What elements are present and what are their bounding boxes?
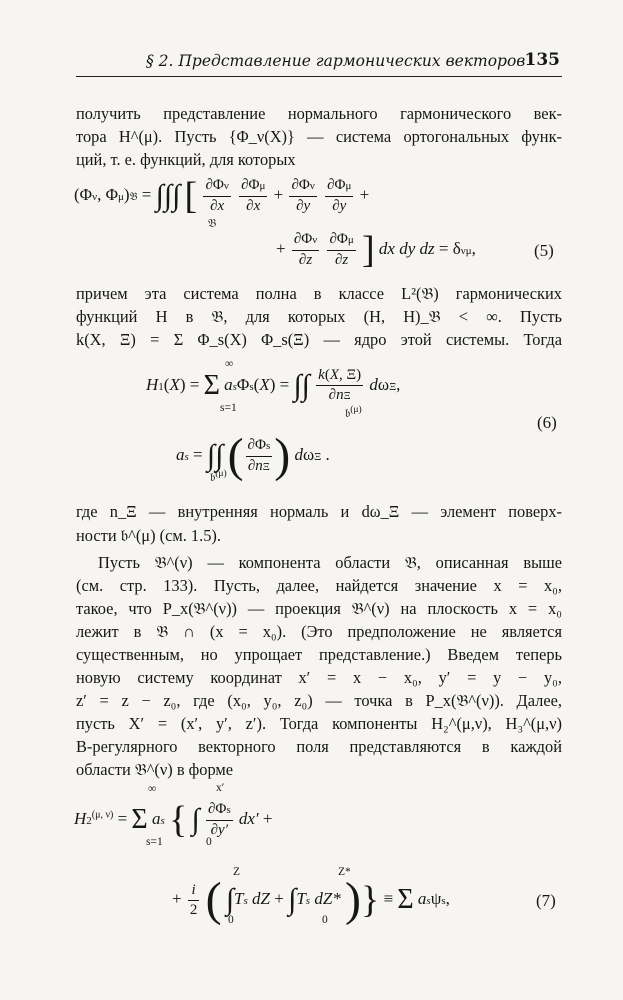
text-line: k(X, Ξ) = Σ Φ_s(X) Φ_s(Ξ) — ядро этой системы. Тогда [76,330,562,349]
equation-label: (6) [537,413,557,432]
equation-7-line-2: + $\frac{i}{2}$ ( ∫Ts dZ + ∫Ts dZ* )} ≡ Σ asψs, [172,873,450,926]
text-line: ности 𝔟^(μ) (см. 1.5). [76,526,221,545]
text-line: z′ = z − z₀, где (x₀, y₀, z₀) — точка в P_x(𝔅^(ν)). Далее, [76,691,562,710]
text-line: где n_Ξ — внутренняя нормаль и dω_Ξ — элемент поверх- [76,502,562,521]
text-line: причем эта система полна в классе L²(𝔅) гармонических [76,284,562,303]
integral-limit: x′ [216,782,225,794]
equation-7-line-1: $H2^{(\mu, \nu)} = \Sigma$ as { ∫ $\frac{\partial\Phi s}{\partial y'}$ dx′ + [74,799,273,841]
header-title: § 2. Представление гармонических векторов [146,52,526,70]
text-line: существенным, но упрощает представление.) Введем теперь [76,645,562,664]
integral-limit: Z [233,866,241,878]
integral-limit: 𝔟$^{(\mu)}$ [210,468,227,484]
text-line: (см. стр. 133). Пусть, далее, найдется значение x = x₀, [76,576,562,595]
equation-label: (5) [534,241,554,260]
integral-limit: 0 [228,914,234,926]
text-line: получить представление нормального гармонического век- [76,104,562,123]
text-line: Пусть 𝔅^(ν) — компонента области 𝔅, описанная выше [98,553,562,572]
text-line: функций H в 𝔅, для которых (H, H)_𝔅 < ∞. Пусть [76,307,562,326]
sum-limit: ∞ [148,783,157,795]
header-rule [76,76,562,77]
sum-limit: s=1 [220,402,237,414]
running-header [76,50,562,76]
text-line: лежит в 𝔅 ∩ (x = x₀). (Это предположение не является [76,622,562,641]
equation-6-line-2: as = ∫∫ ( $\frac{\partial\Phi s}{\partial n\Xi}$ ) dωΞ . [176,429,330,482]
sum-limit: ∞ [225,358,234,370]
equation-6-line-1: H1(X) = Σ asΦs(X) = ∫∫ $\frac{k(X, \Xi)}{\partial n\Xi}$ dωΞ, [146,367,401,403]
text-line: новую систему координат x′ = x − x₀, y′ = y − y₀, [76,668,562,687]
text-line: тора H^(μ). Пусть {Φ_ν(X)} — система ортогональных функ- [76,127,562,146]
text-line: такое, что P_x(𝔅^(ν)) — проекция 𝔅^(ν) на плоскость x = x₀ [76,599,562,618]
text-line: области 𝔅^(ν) в форме [76,760,234,779]
integral-limit: Z* [338,866,351,878]
equation-label: (7) [536,891,556,910]
integral-limit: 0 [322,914,328,926]
integral-limit: 0 [206,836,212,848]
sum-limit: s=1 [146,836,163,848]
equation-5-line-2: + $\frac{\partial\Phi\nu}{\partial z}$ $\frac{\partial\Phi\mu}{\partial z}$ ] dx dy dz = δνμ, [276,229,476,271]
integral-limit: 𝔅 [208,218,217,230]
text-line: B-регулярного векторного поля представляются в каждой [76,737,562,756]
text-line: пусть X′ = (x′, y′, z′). Тогда компоненты H₂^(μ,ν), H₃^(μ,ν) [76,714,562,733]
equation-5-line-1: (Φν, Φμ)𝔅 = ∫∫∫ [ $\frac{\partial\Phi\nu}{\partial x}$ $\frac{\partial\Phi\mu}{\partial x}$ + $\frac{\partial\Phi\nu}{\partial y}$ $\frac{\partial\Phi\mu}{\partial y}$ + [74,175,370,217]
text-line: ций, т. е. функций, для которых [76,150,296,169]
integral-limit: 𝔟$^{(\mu)}$ [345,404,362,420]
page-number: 135 [524,50,560,70]
